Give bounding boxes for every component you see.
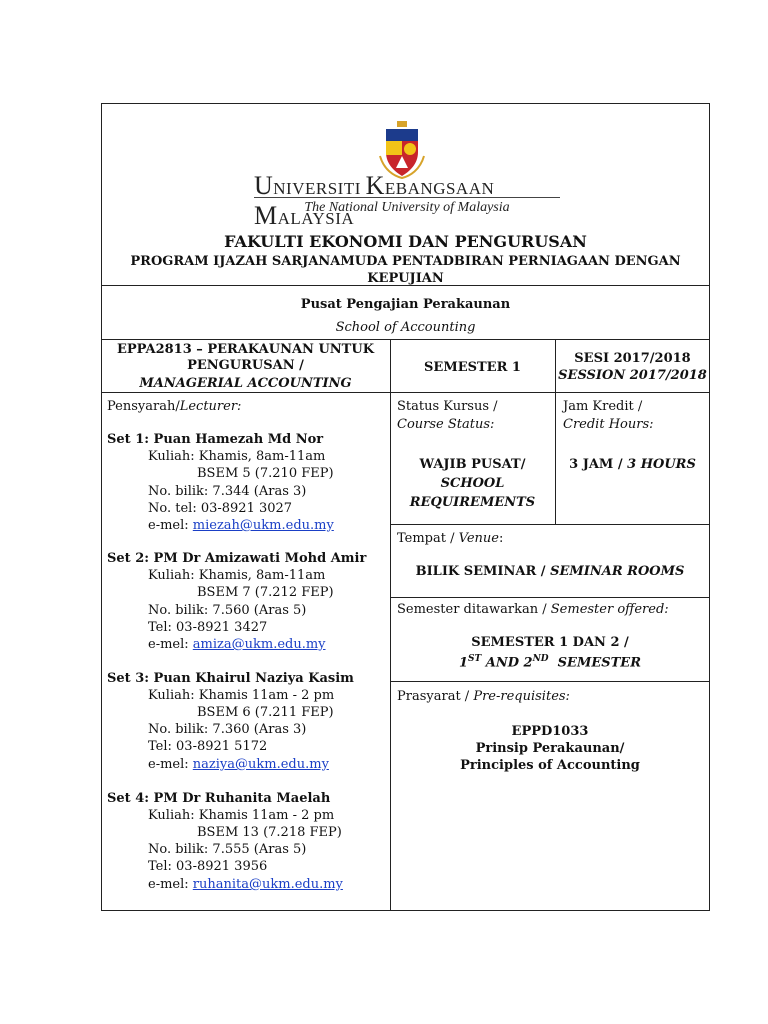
faculty-title: FAKULTI EKONOMI DAN PENGURUSAN	[224, 232, 587, 251]
university-name-logo: UNIVERSITI KEBANGSAAN MALAYSIA	[254, 171, 495, 230]
session-ms: SESI 2017/2018	[574, 351, 691, 366]
email-label: e-mel:	[148, 518, 193, 533]
ordinal-suffix: ST	[468, 654, 482, 664]
university-tagline: The National University of Malaysia	[304, 200, 510, 215]
course-code: EPPA2813 – PERAKAUNAN UNTUK	[116, 342, 374, 357]
course-status-value: WAJIB PUSAT/	[419, 457, 526, 472]
semester-offered-label-ms: Semester ditawarkan /	[397, 602, 547, 617]
lecturer-set-title: Set 4: PM Dr Ruhanita Maelah	[107, 791, 331, 806]
email-link[interactable]: naziya@ukm.edu.my	[192, 757, 329, 772]
email-line	[148, 756, 329, 773]
ordinal-suffix: ND	[532, 654, 549, 664]
room-number: No. bilik: 7.555 (Aras 5)	[148, 842, 307, 857]
semester-word: SEMESTER	[548, 655, 642, 671]
divider	[390, 597, 710, 598]
credit-hours-value	[555, 456, 710, 473]
venue-value-ms: BILIK SEMINAR /	[415, 564, 546, 579]
divider	[390, 524, 710, 525]
lecturer-set-title: Set 3: Puan Khairul Naziya Kasim	[107, 671, 354, 686]
divider	[101, 339, 710, 340]
divider	[390, 681, 710, 682]
lecturer-label-ms: Pensyarah/	[107, 399, 180, 414]
ordinal-number: 1	[458, 655, 469, 671]
email-label: e-mel:	[148, 757, 193, 772]
semester-offered-value-en	[390, 651, 710, 671]
email-link[interactable]: ruhanita@ukm.edu.my	[192, 877, 343, 892]
lecture-time: Kuliah: Khamis, 8am-11am	[148, 568, 326, 583]
session-en: SESSION 2017/2018	[558, 368, 707, 383]
email-line	[148, 636, 326, 653]
credit-hours-label-ms: Jam Kredit /	[563, 399, 643, 414]
venue-label	[397, 530, 503, 547]
lecture-venue: BSEM 6 (7.211 FEP)	[197, 705, 334, 720]
venue-label-colon: :	[498, 531, 504, 546]
venue-value-en: SEMINAR ROOMS	[550, 564, 685, 579]
lecture-venue: BSEM 5 (7.210 FEP)	[197, 466, 334, 481]
email-line	[148, 517, 334, 534]
prerequisite-code: EPPD1033	[511, 724, 589, 739]
school-name-ms: Pusat Pengajian Perakaunan	[300, 297, 511, 312]
email-label: e-mel:	[148, 637, 193, 652]
semester-offered-label-en: Semester offered:	[550, 602, 669, 617]
course-name-en: MANAGERIAL ACCOUNTING	[139, 376, 352, 391]
lecturer-label-en: Lecturer:	[179, 399, 242, 414]
lecturer-set-title: Set 1: Puan Hamezah Md Nor	[107, 432, 324, 447]
course-status-label-en: Course Status:	[397, 417, 495, 432]
venue-label-ms: Tempat /	[397, 531, 455, 546]
venue-value	[390, 563, 710, 580]
semester-offered-label	[397, 601, 669, 618]
credit-hours-value-ms: 3 JAM /	[569, 457, 623, 472]
lecture-venue: BSEM 13 (7.218 FEP)	[197, 825, 342, 840]
lecture-time: Kuliah: Khamis 11am - 2 pm	[148, 808, 335, 823]
course-status-value-en: SCHOOL	[440, 476, 505, 491]
lecture-time: Kuliah: Khamis, 8am-11am	[148, 449, 326, 464]
credit-hours-label-en: Credit Hours:	[563, 417, 654, 432]
course-status-value-en: REQUIREMENTS	[409, 495, 536, 510]
lecturer-label	[107, 398, 241, 415]
divider	[390, 339, 391, 911]
prerequisite-name-en: Principles of Accounting	[460, 758, 640, 773]
prerequisite-name-ms: Prinsip Perakaunan/	[475, 741, 625, 756]
course-name-ms: PENGURUSAN /	[187, 358, 304, 373]
lecture-venue: BSEM 7 (7.212 FEP)	[197, 585, 334, 600]
prerequisites-label	[397, 688, 570, 705]
email-label: e-mel:	[148, 877, 193, 892]
credit-hours-value-en: 3 HOURS	[627, 457, 696, 472]
email-line	[148, 876, 343, 893]
phone-number: Tel: 03-8921 3427	[148, 620, 268, 635]
ordinal-and: AND 2	[481, 655, 533, 671]
school-name-en: School of Accounting	[335, 320, 476, 335]
lecturer-set-title: Set 2: PM Dr Amizawati Mohd Amir	[107, 551, 367, 566]
prerequisites-label-en: Pre-requisites:	[473, 689, 570, 704]
email-link[interactable]: miezah@ukm.edu.my	[192, 518, 334, 533]
room-number: No. bilik: 7.344 (Aras 3)	[148, 484, 307, 499]
semester: SEMESTER 1	[424, 360, 521, 375]
lecture-time: Kuliah: Khamis 11am - 2 pm	[148, 688, 335, 703]
prerequisites-label-ms: Prasyarat /	[397, 689, 470, 704]
venue-label-en: Venue	[458, 531, 499, 546]
program-title: PROGRAM IJAZAH SARJANAMUDA PENTADBIRAN PERNIAGAAN DENGAN KEPUJIAN	[130, 254, 681, 286]
logo-rule	[254, 197, 560, 198]
email-link[interactable]: amiza@ukm.edu.my	[192, 637, 326, 652]
semester-offered-value: SEMESTER 1 DAN 2 /	[471, 635, 629, 650]
room-number: No. bilik: 7.560 (Aras 5)	[148, 603, 307, 618]
phone-number: No. tel: 03-8921 3027	[148, 501, 293, 516]
phone-number: Tel: 03-8921 3956	[148, 859, 268, 874]
room-number: No. bilik: 7.360 (Aras 3)	[148, 722, 307, 737]
course-status-label-ms: Status Kursus /	[397, 399, 498, 414]
divider	[101, 392, 710, 393]
phone-number: Tel: 03-8921 5172	[148, 739, 268, 754]
